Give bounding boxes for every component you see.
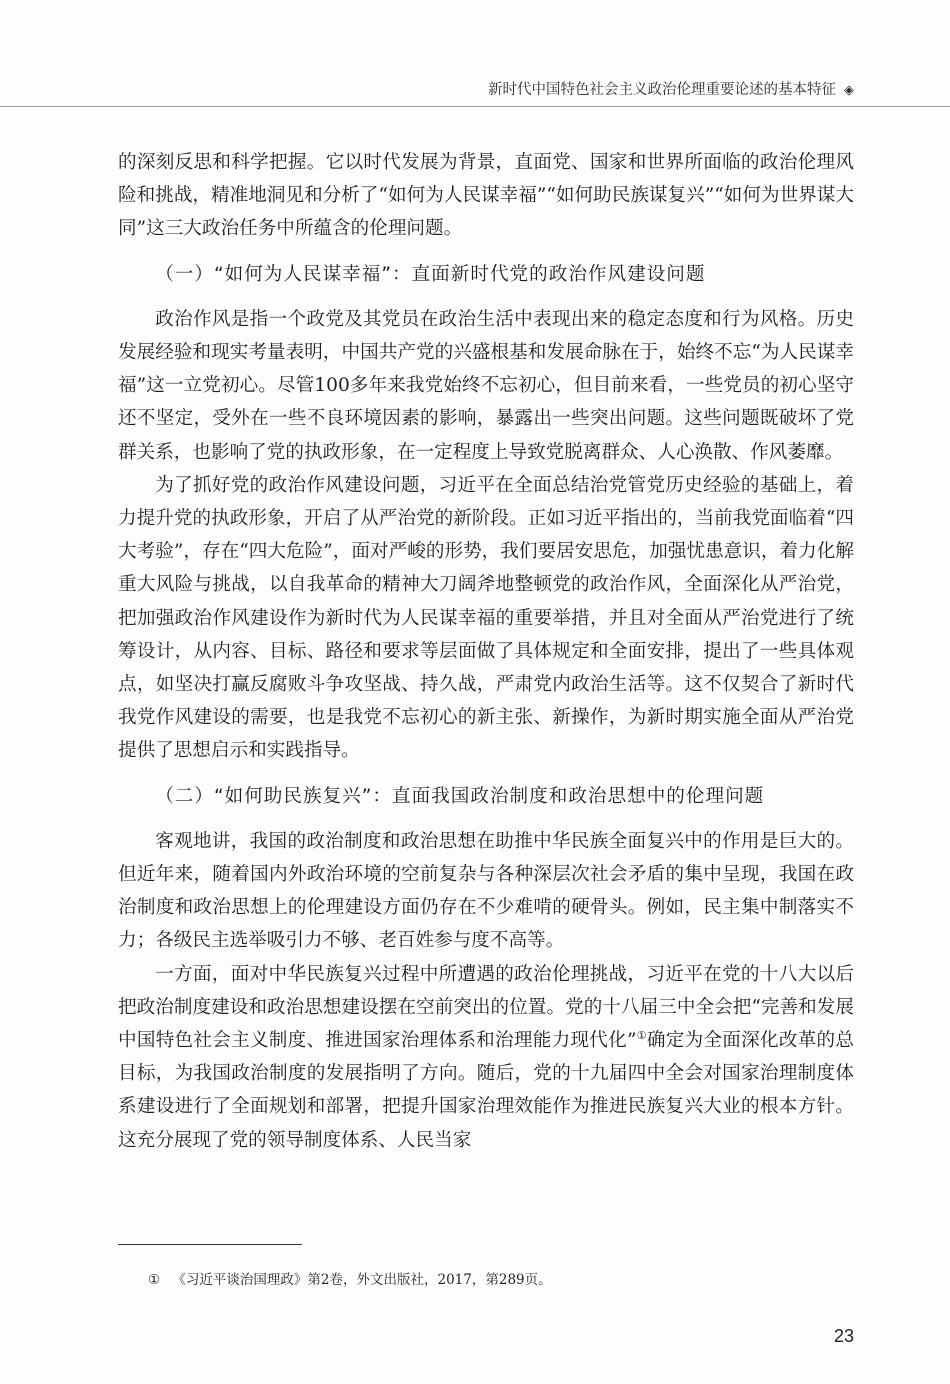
paragraph-2: 为了抓好党的政治作风建设问题，习近平在全面总结治党管党历史经验的基础上，着力提升党的执政形象，开启了从严治党的新阶段。正如习近平指出的，当前我党面临着“四大考验”，存在“四大危险”，面对严峻的形势，我们要居安思危，加强忧患意识，着力化解重大风险与挑战，以自我革命的精神大刀阔斧地整顿党的政治作风，全面深化从严治党，把加强政治作风建设作为新时代为人民谋幸福的重要举措，并且对全面从严治党进行了统筹设计，从内容、目标、路径和要求等层面做了具体规定和全面安排，提出了一些具体观点，如坚决打赢反腐败斗争攻坚战、持久战，严肃党内政治生活等。这不仅契合了新时代我党作风建设的需要，也是我党不忘初心的新主张、新操作，为新时期实施全面从严治党提供了思想启示和实践指导。 (118, 474, 854, 762)
footnote-text: 《习近平谈治国理政》第2卷，外文出版社，2017，第289页。 (172, 1272, 552, 1288)
page-number: 23 (833, 1326, 854, 1346)
ornament-icon: ◈ (844, 83, 854, 98)
section-heading-2: （二）“如何助民族复兴”：直面我国政治制度和政治思想中的伦理问题 (155, 785, 765, 807)
footnote-mark: ① (148, 1272, 161, 1288)
paragraph-4-part-a: 一方面，面对中华民族复兴过程中所遭遇的政治伦理挑战，习近平在党的十八大以后把政治制度建设和政治思想建设摆在空前突出的位置。党的十八届三中全会把“完善和发展中国特色社会主义制度、推进国家治理体系和治理能力现代化” (118, 963, 854, 1052)
running-title: 新时代中国特色社会主义政治伦理重要论述的基本特征 (488, 82, 836, 98)
footnote (148, 1268, 552, 1288)
running-head (488, 78, 854, 99)
footnote-rule (118, 1244, 302, 1245)
paragraph-4-part-b: 确定为全面深化改革的总目标，为我国政治制度的发展指明了方向。随后，党的十九届四中全会对国家治理制度体系建设进行了全面规划和部署，把提升国家治理效能作为推进民族复兴大业的根本方针。这充分展现了党的领导制度体系、人民当家 (118, 1030, 854, 1151)
header-rule (0, 106, 950, 107)
paragraph-3: 客观地讲，我国的政治制度和政治思想在助推中华民族全面复兴中的作用是巨大的。但近年来，随着国内外政治环境的空前复杂与各种深层次社会矛盾的集中呈现，我国在政治制度和政治思想上的伦理建设方面仍存在不少难啃的硬骨头。例如，民主集中制落实不力；各级民主选举吸引力不够、老百姓参与度不高等。 (118, 830, 854, 952)
paragraph-4 (118, 958, 854, 1157)
paragraph-continued: 的深刻反思和科学把握。它以时代发展为背景，直面党、国家和世界所面临的政治伦理风险和挑战，精准地洞见和分析了“如何为人民谋幸福”“如何助民族谋复兴”“如何为世界谋大同”这三大政治任务中所蕴含的伦理问题。 (118, 152, 854, 240)
section-heading-1: （一）“如何为人民谋幸福”：直面新时代党的政治作风建设问题 (155, 263, 706, 285)
paragraph-1: 政治作风是指一个政党及其党员在政治生活中表现出来的稳定态度和行为风格。历史发展经验和现实考量表明，中国共产党的兴盛根基和发展命脉在于，始终不忘“为人民谋幸福”这一立党初心。尽管100多年来我党始终不忘初心，但目前来看，一些党员的初心坚守还不坚定，受外在一些不良环境因素的影响，暴露出一些突出问题。这些问题既破坏了党群关系，也影响了党的执政形象，在一定程度上导致党脱离群众、人心涣散、作风萎靡。 (118, 308, 854, 463)
body-text (118, 146, 854, 1157)
footnote-reference: ① (636, 1029, 647, 1043)
